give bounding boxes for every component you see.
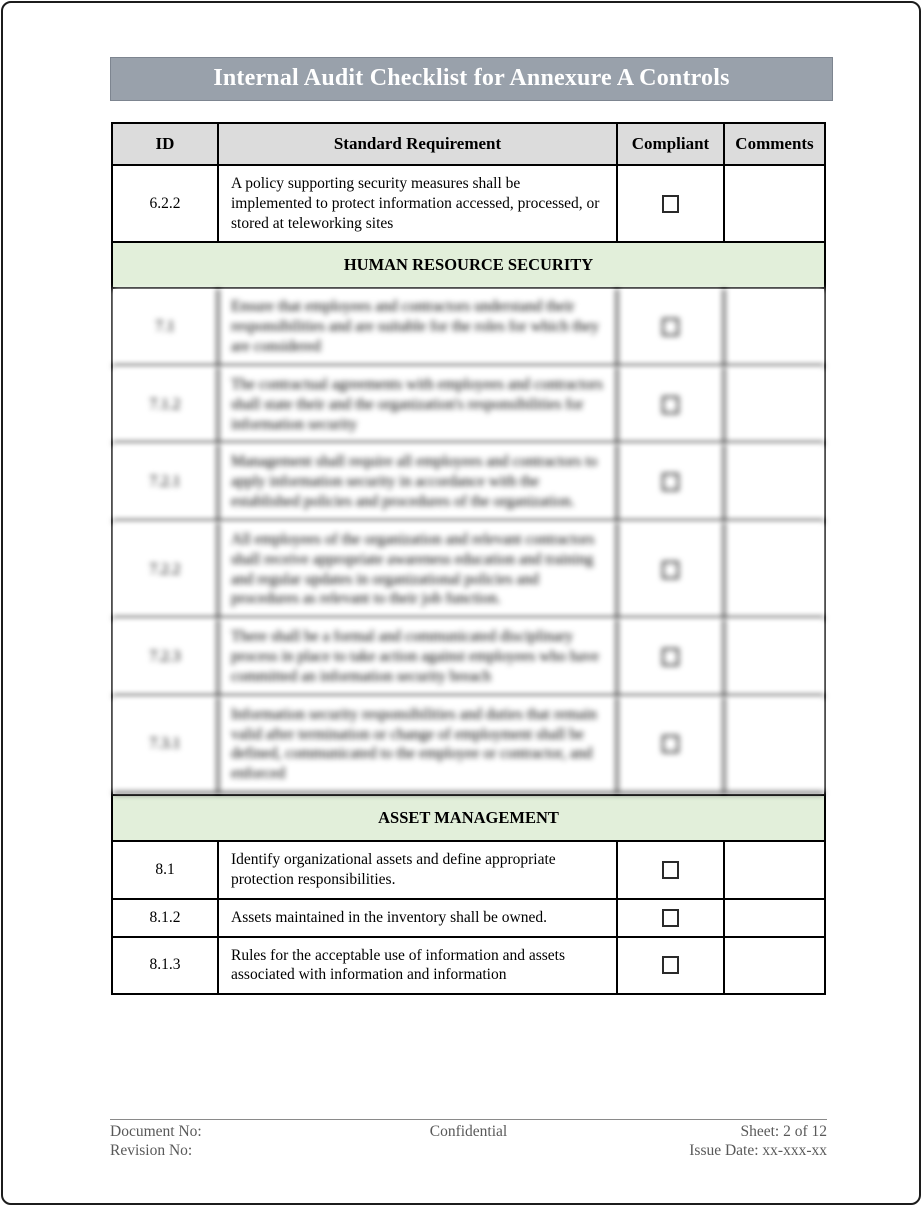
compliant-cell — [618, 289, 725, 364]
compliant-cell — [618, 938, 725, 994]
requirement-text: Information security responsibilities and duties that remain valid after termination or change of employment shall be defined, communicated to the employee or contractor, and enforced — [219, 697, 618, 792]
compliant-cell — [618, 842, 725, 898]
section-title: ASSET MANAGEMENT — [378, 808, 559, 828]
document-no-label: Document No: — [110, 1123, 202, 1140]
compliant-cell — [618, 166, 725, 241]
requirement-text: Ensure that employees and contractors understand their responsibilities and are suitable for the roles for which they are considered — [219, 289, 618, 364]
comments-cell[interactable] — [725, 900, 824, 936]
control-id: 7.2.1 — [113, 444, 219, 519]
control-id: 7.2.3 — [113, 619, 219, 694]
compliant-cell — [618, 697, 725, 792]
checklist-row — [113, 619, 824, 696]
issue-date-label: Issue Date: xx-xxx-xx — [689, 1141, 827, 1159]
checklist-row — [113, 697, 824, 794]
control-id: 7.2.2 — [113, 522, 219, 617]
control-id: 7.3.1 — [113, 697, 219, 792]
column-header-id: ID — [113, 124, 219, 164]
checklist-row — [113, 444, 824, 521]
section-title: HUMAN RESOURCE SECURITY — [343, 255, 594, 275]
table-body — [113, 166, 824, 993]
control-id: 7.1 — [113, 289, 219, 364]
table-header-row — [113, 124, 824, 166]
compliant-checkbox-icon — [662, 473, 679, 491]
sheet-number-label: Sheet: 2 of 12 — [740, 1123, 827, 1140]
requirement-text: Rules for the acceptable use of information and assets associated with information and information — [219, 938, 618, 994]
comments-cell[interactable] — [725, 938, 824, 994]
requirement-text: There shall be a formal and communicated disciplinary process in place to take action against employees who have committed an information security breach — [219, 619, 618, 694]
column-header-standard-requirement: Standard Requirement — [219, 124, 618, 164]
control-id: 6.2.2 — [113, 166, 219, 241]
control-id: 8.1 — [113, 842, 219, 898]
compliant-checkbox-icon[interactable] — [662, 195, 679, 213]
requirement-text: Management shall require all employees and contractors to apply information security in accordance with the established policies and procedures of the organization. — [219, 444, 618, 519]
requirement-text: Assets maintained in the inventory shall be owned. — [219, 900, 618, 936]
requirement-text: The contractual agreements with employees and contractors shall state their and the organization's responsibilities for information security — [219, 367, 618, 442]
checklist-row — [113, 938, 824, 994]
revision-no-label: Revision No: — [110, 1141, 193, 1159]
comments-cell — [725, 289, 824, 364]
requirement-text: Identify organizational assets and define appropriate protection responsibilities. — [219, 842, 618, 898]
compliant-checkbox-icon[interactable] — [662, 909, 679, 927]
section-header-row — [113, 243, 824, 289]
compliant-checkbox-icon — [662, 735, 679, 753]
comments-cell — [725, 522, 824, 617]
requirement-text: A policy supporting security measures shall be implemented to protect information accessed, processed, or stored at teleworking sites — [219, 166, 618, 241]
audit-checklist-table — [111, 122, 826, 995]
compliant-cell — [618, 367, 725, 442]
compliant-checkbox-icon[interactable] — [662, 956, 679, 974]
checklist-row — [113, 166, 824, 243]
checklist-row — [113, 842, 824, 900]
comments-cell — [725, 444, 824, 519]
control-id: 8.1.3 — [113, 938, 219, 994]
document-title: Internal Audit Checklist for Annexure A Controls — [110, 57, 833, 101]
compliant-checkbox-icon — [662, 396, 679, 414]
compliant-checkbox-icon — [662, 561, 679, 579]
compliant-checkbox-icon — [662, 648, 679, 666]
footer-right — [507, 1123, 827, 1160]
compliant-cell — [618, 900, 725, 936]
checklist-row — [113, 289, 824, 366]
checklist-row — [113, 367, 824, 444]
footer-left — [110, 1123, 430, 1160]
page-footer — [110, 1119, 827, 1160]
compliant-cell — [618, 522, 725, 617]
checklist-row — [113, 522, 824, 619]
column-header-compliant: Compliant — [618, 124, 725, 164]
requirement-text: All employees of the organization and relevant contractors shall receive appropriate awareness education and training and regular updates in organizational policies and procedures as relevant to their job function. — [219, 522, 618, 617]
compliant-checkbox-icon[interactable] — [662, 861, 679, 879]
control-id: 8.1.2 — [113, 900, 219, 936]
comments-cell — [725, 619, 824, 694]
compliant-cell — [618, 619, 725, 694]
comments-cell — [725, 697, 824, 792]
comments-cell — [725, 367, 824, 442]
comments-cell[interactable] — [725, 166, 824, 241]
column-header-comments: Comments — [735, 134, 814, 153]
compliant-cell — [618, 444, 725, 519]
checklist-row — [113, 900, 824, 938]
confidential-label: Confidential — [429, 1123, 508, 1140]
compliant-checkbox-icon — [662, 318, 679, 336]
comments-cell[interactable] — [725, 842, 824, 898]
section-header-row — [113, 794, 824, 842]
control-id: 7.1.2 — [113, 367, 219, 442]
